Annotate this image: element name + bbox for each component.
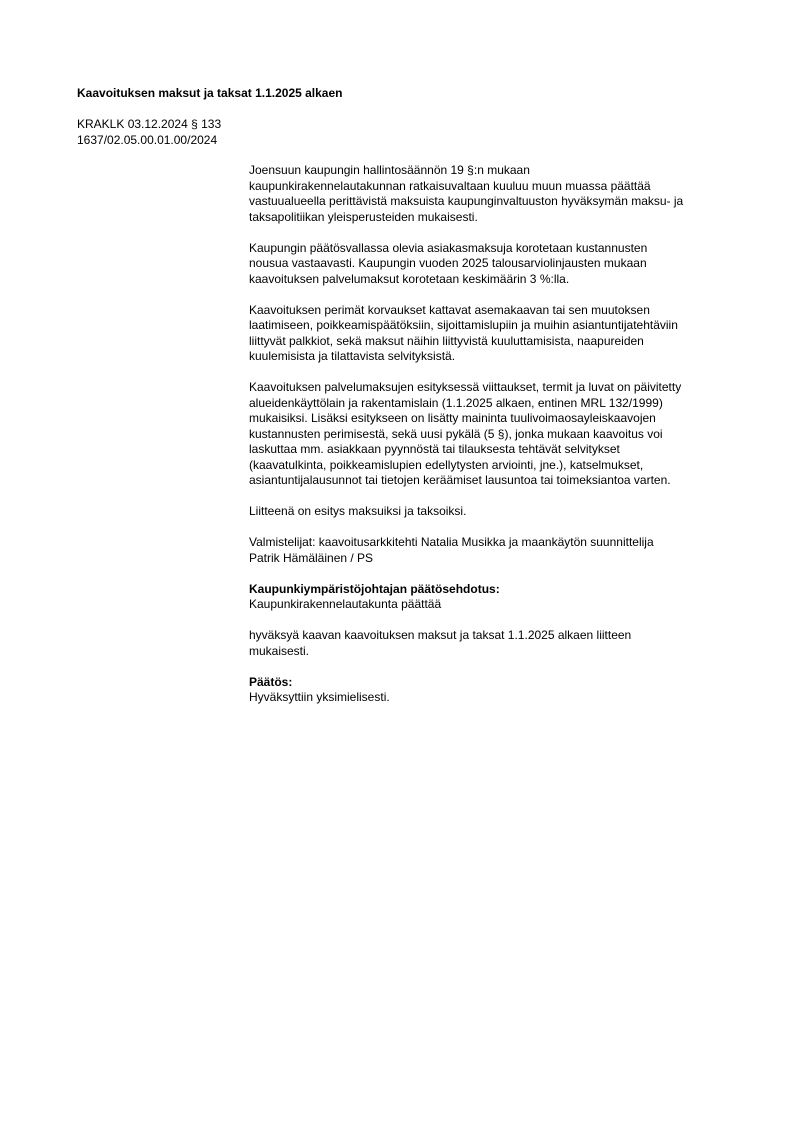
paragraph-price-increase <box>249 241 744 288</box>
text-line: nousua vastaavasti. Kaupungin vuoden 2025 talousarviolinjausten mukaan <box>249 256 647 270</box>
text-line: asiantuntijalausunnot tai tietojen keräämiset lausuntoa tai toimeksiantoa varten. <box>249 473 671 487</box>
text-line: Kaavoituksen perimät korvaukset kattavat asemakaavan tai sen muutoksen <box>249 302 650 317</box>
record-number: 1637/02.05.00.01.00/2024 <box>77 132 218 147</box>
text-line: mukaisiksi. Lisäksi esitykseen on lisätty maininta tuulivoimaosayleiskaavojen <box>249 411 656 425</box>
text-line: hyväksyä kaavan kaavoituksen maksut ja taksat 1.1.2025 alkaen liitteen <box>249 628 632 642</box>
paragraph-compensations <box>249 303 744 365</box>
document-body <box>249 163 744 721</box>
proposal-section <box>249 582 744 613</box>
decision-section <box>249 675 744 706</box>
meeting-reference: KRAKLK 03.12.2024 § 133 <box>77 117 222 131</box>
text-line: vastuualueella perittävistä maksuista kaupunginvaltuuston hyväksymän maksu- ja <box>249 194 684 208</box>
paragraph-updates <box>249 380 744 489</box>
paragraph-preparers <box>249 535 744 566</box>
proposal-heading: Kaupunkiympäristöjohtajan päätösehdotus: <box>249 581 500 596</box>
text-line: Joensuun kaupungin hallintosäännön 19 §:n mukaan <box>249 163 530 177</box>
text-line: kuulemisista ja tilattavista selvityksistä. <box>249 349 456 363</box>
text-line: Liitteenä on esitys maksuiksi ja taksoiksi. <box>249 504 467 518</box>
proposal-text <box>249 628 744 659</box>
text-line: kustannusten perimisestä, sekä uusi pykälä (5 §), jonka mukaan kaavoitus voi <box>249 426 663 441</box>
paragraph-attachment <box>249 504 744 520</box>
document-meta <box>77 117 221 148</box>
text-line: kaavoituksen palvelumaksut korotetaan keskimäärin 3 %:lla. <box>249 271 570 286</box>
proposal-intro: Kaupunkirakennelautakunta päättää <box>249 597 442 611</box>
document-title: Kaavoituksen maksut ja taksat 1.1.2025 alkaen <box>77 86 343 100</box>
text-line: Kaavoituksen palvelumaksujen esityksessä viittaukset, termit ja luvat on päivitetty <box>249 380 682 394</box>
text-line: (kaavatulkinta, poikkeamislupien edellytysten arviointi, jne.), katselmukset, <box>249 457 644 472</box>
text-line: taksapolitiikan yleisperusteiden mukaisesti. <box>249 209 478 224</box>
text-line: laskuttaa mm. asiakkaan pyynnöstä tai tilauksesta tehtävät selvitykset <box>249 442 620 456</box>
text-line: Valmistelijat: kaavoitusarkkitehti Natalia Musikka ja maankäytön suunnittelija <box>249 535 654 549</box>
text-line: mukaisesti. <box>249 643 310 658</box>
decision-text: Hyväksyttiin yksimielisesti. <box>249 690 390 704</box>
text-line: liittyvät palkkiot, sekä maksut näihin liittyvistä kuuluttamisista, naapureiden <box>249 333 644 348</box>
decision-heading: Päätös: <box>249 674 293 689</box>
text-line: laatimiseen, poikkeamispäätöksiin, sijoittamislupiin ja muihin asiantuntijatehtäviin <box>249 318 678 332</box>
text-line: kaupunkirakennelautakunnan ratkaisuvaltaan kuuluu muun muassa päättää <box>249 178 651 193</box>
text-line: alueidenkäyttölain ja rakentamislain (1.1.2025 alkaen, entinen MRL 132/1999) <box>249 395 663 410</box>
text-line: Patrik Hämäläinen / PS <box>249 550 374 565</box>
paragraph-authority <box>249 163 744 225</box>
text-line: Kaupungin päätösvallassa olevia asiakasmaksuja korotetaan kustannusten <box>249 240 648 255</box>
